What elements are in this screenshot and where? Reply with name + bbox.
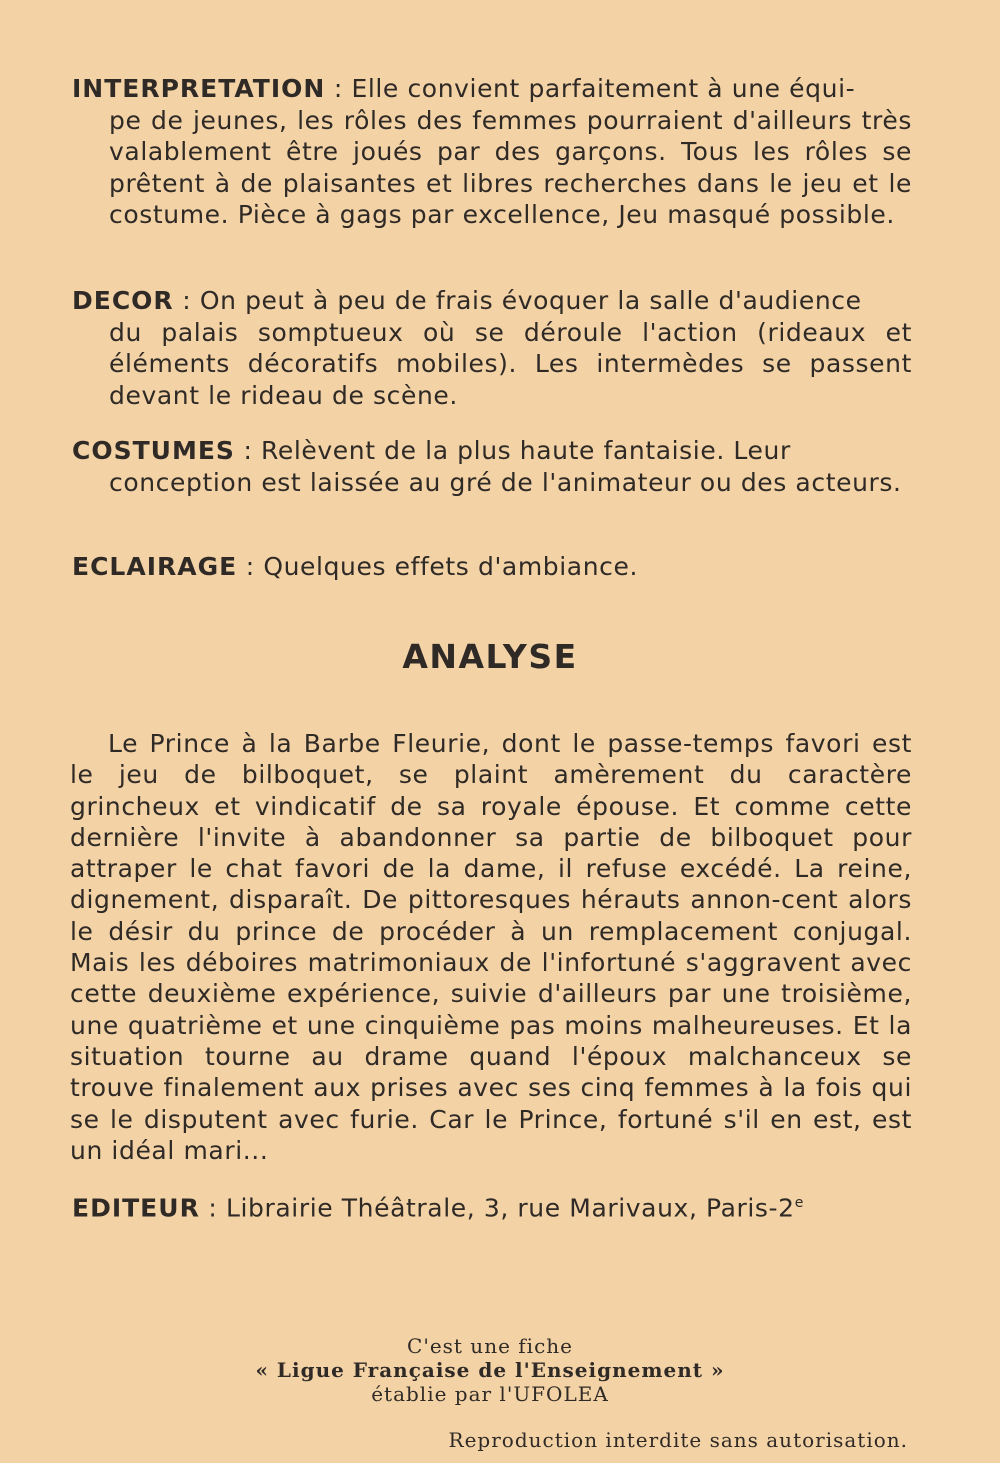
footer-line-3: établie par l'UFOLEA xyxy=(371,1382,609,1406)
interpretation-section: INTERPRETATION : Elle convient parfaitement à une équi- pe de jeunes, les rôles des femmes pourraient d'ailleurs très valablement être joués par des garçons. Tous les rôles se prêtent à de plaisantes et libres recherches dans le jeu et le costume. Pièce à gags par excellence, Jeu masqué possible. xyxy=(72,74,912,229)
eclairage-text: Quelques effets d'ambiance. xyxy=(263,552,639,581)
reproduction-notice: Reproduction interdite sans autorisation. xyxy=(448,1428,908,1452)
decor-label: DECOR xyxy=(72,286,174,315)
editeur-text: Librairie Théâtrale, 3, rue Marivaux, Paris-2 xyxy=(225,1193,795,1223)
interpretation-text: pe de jeunes, les rôles des femmes pourraient d'ailleurs très valablement être joués par des garçons. Tous les rôles se prêtent à de plaisantes et libres recherches dans le jeu et le costume. Pièce à gags par excellence, Jeu masqué possible. xyxy=(109,105,912,229)
interpretation-first-line: Elle convient parfaitement à une équi- xyxy=(351,74,856,103)
decor-section: DECOR : On peut à peu de frais évoquer la salle d'audience du palais somptueux où se déroule l'action (rideaux et éléments décoratifs mobiles). Les intermèdes se passent devant le rideau de scène. xyxy=(72,286,912,410)
decor-text: du palais somptueux où se déroule l'action (rideaux et éléments décoratifs mobiles). Les intermèdes se passent devant le rideau de scène. xyxy=(109,317,912,410)
analyse-paragraph: Le Prince à la Barbe Fleurie, dont le passe-temps favori est le jeu de bilboquet, se plaint amèrement du caractère grincheux et vindicatif de sa royale épouse. Et comme cette dernière l'invite à abandonner sa partie de bilboquet pour attraper le chat favori de la dame, il refuse excédé. La reine, dignement, disparaît. De pittoresques hérauts annon-cent alors le désir du prince de procéder à un remplacement conjugal. Mais les déboires matrimoniaux de l'infortuné s'aggravent avec cette deuxième expérience, suivie d'ailleurs par une troisième, une quatrième et une cinquième pas moins malheureuses. Et la situation tourne au drame quand l'époux malchanceux se trouve finalement aux prises avec ses cinq femmes à la fois qui se le disputent avec furie. Car le Prince, fortuné s'il en est, est un idéal mari... xyxy=(70,729,912,1165)
editeur-section: EDITEUR : Librairie Théâtrale, 3, rue Marivaux, Paris-2e xyxy=(72,1193,804,1223)
eclairage-label: ECLAIRAGE xyxy=(72,552,238,581)
costumes-section: COSTUMES : Relèvent de la plus haute fantaisie. Leur conception est laissée au gré de l'animateur ou des acteurs. xyxy=(72,435,912,498)
footer-line-1: C'est une fiche xyxy=(407,1334,573,1358)
editeur-label: EDITEUR xyxy=(72,1193,200,1223)
footer-note xyxy=(230,1334,750,1406)
decor-first-line: On peut à peu de frais évoquer la salle d'audience xyxy=(199,286,862,315)
footer-line-2: « Ligue Française de l'Enseignement » xyxy=(255,1358,725,1382)
eclairage-section: ECLAIRAGE : Quelques effets d'ambiance. xyxy=(72,552,639,581)
analyse-section xyxy=(70,728,912,1166)
costumes-first-line: Relèvent de la plus haute fantaisie. Leur xyxy=(261,436,791,465)
costumes-label: COSTUMES xyxy=(72,436,235,465)
analyse-heading: ANALYSE xyxy=(402,637,578,676)
costumes-text: conception est laissée au gré de l'animateur ou des acteurs. xyxy=(109,467,902,497)
interpretation-label: INTERPRETATION xyxy=(72,74,326,103)
editeur-superscript: e xyxy=(794,1195,804,1211)
